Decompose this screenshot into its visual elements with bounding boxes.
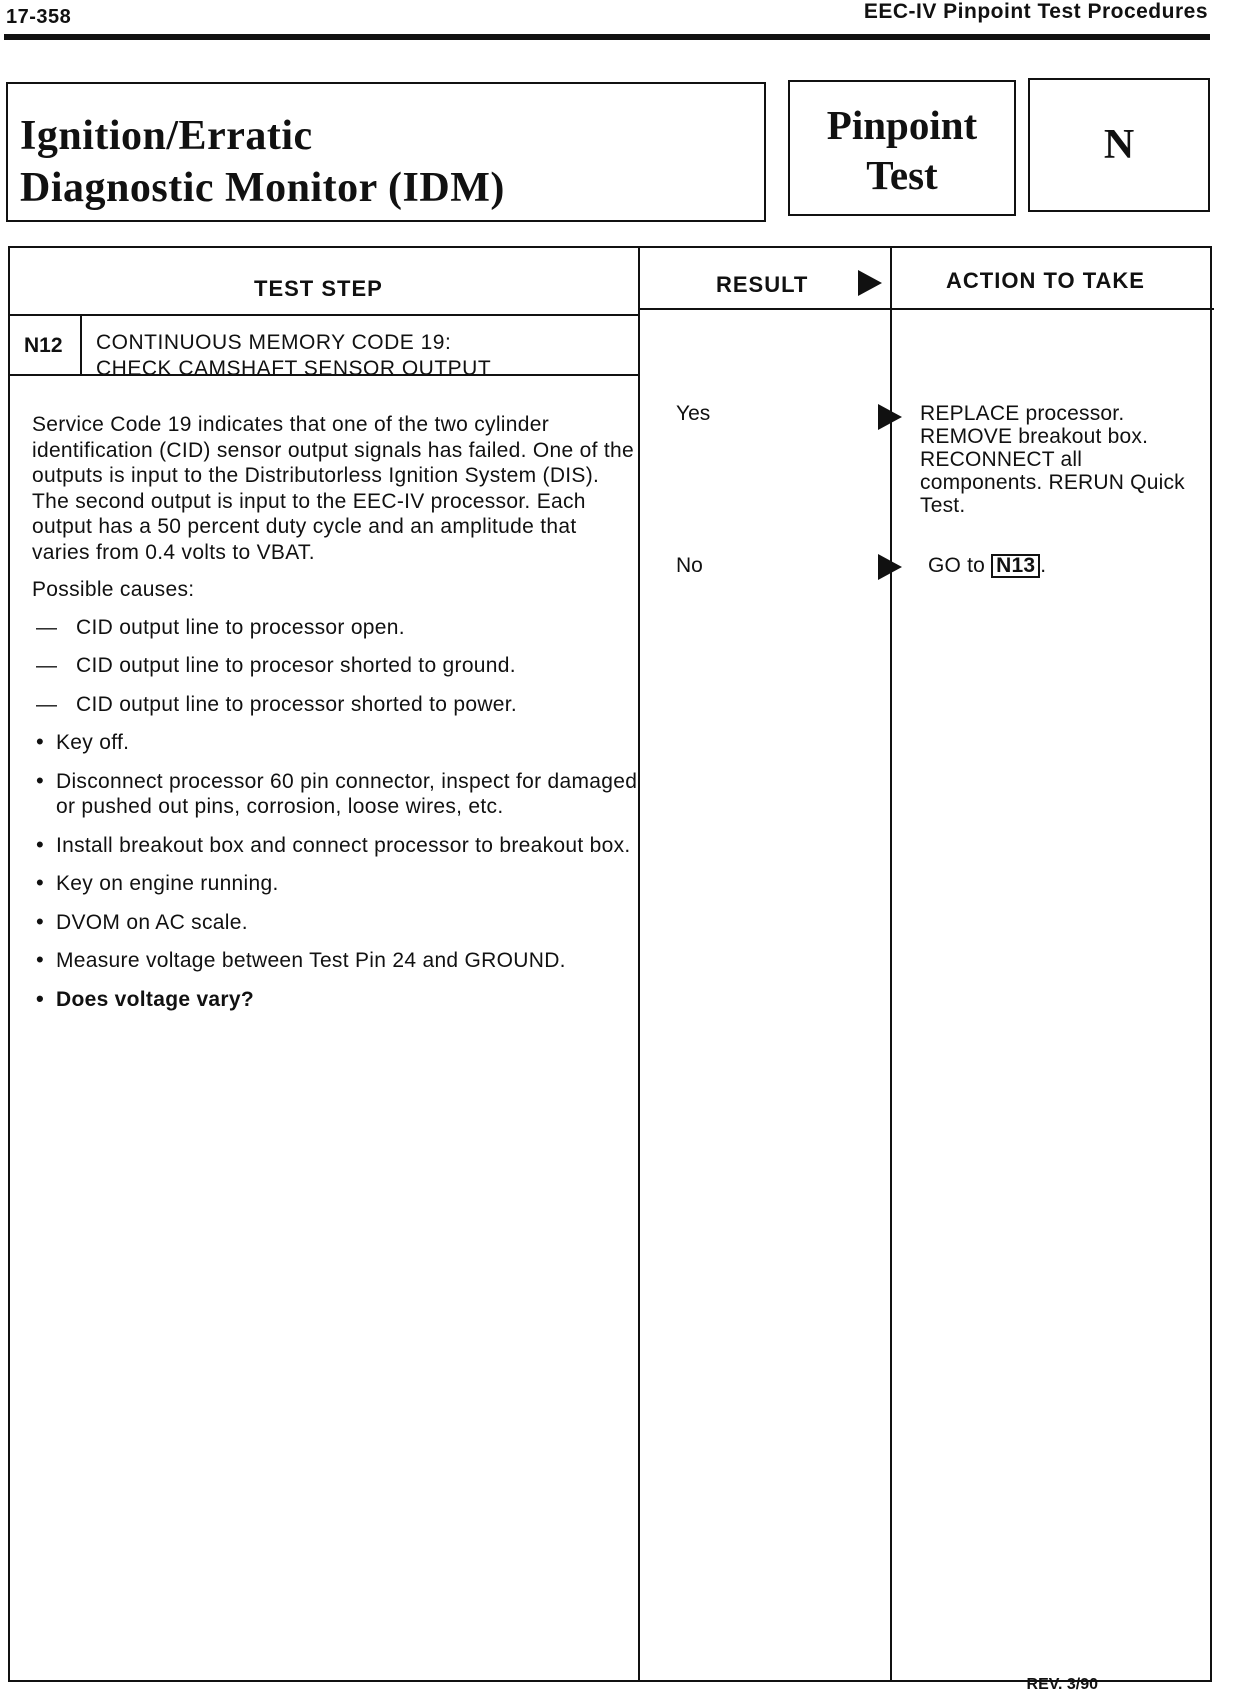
step-question <box>32 987 640 1013</box>
procedure-text: DVOM on AC scale. <box>56 910 248 934</box>
title-line-1: Ignition/Erratic <box>20 113 313 159</box>
page-number: 17-358 <box>6 6 72 28</box>
step-body <box>32 412 640 1025</box>
document-title <box>20 110 505 214</box>
cause-text: CID output line to procesor shorted to ground. <box>76 654 516 677</box>
cause-item <box>32 653 640 679</box>
pinpoint-label <box>790 100 1014 200</box>
goto-step-link[interactable]: N13 <box>991 554 1040 578</box>
bullet-icon: • <box>36 767 45 793</box>
goto-label: GO to <box>928 554 986 577</box>
header-rule-result-action <box>638 308 1214 310</box>
procedure-text: Disconnect processor 60 pin connector, inspect for damaged or pushed out pins, corrosion, loose wires, etc. <box>56 769 638 818</box>
action-yes: REPLACE processor. REMOVE breakout box. RECONNECT all components. RERUN Quick Test. <box>920 402 1185 517</box>
test-letter-box <box>1028 78 1210 212</box>
procedure-text: Install breakout box and connect processor to breakout box. <box>56 833 631 857</box>
section-title: EEC-IV Pinpoint Test Procedures <box>863 0 1208 23</box>
cause-text: CID output line to processor shorted to power. <box>76 692 518 716</box>
header-result: RESULT <box>716 272 809 297</box>
pinpoint-line-2: Test <box>866 152 938 198</box>
bullet-icon: • <box>36 729 45 754</box>
procedure-item <box>32 871 640 897</box>
procedure-text: Key off. <box>56 731 130 754</box>
procedure-text: Measure voltage between Test Pin 24 and GROUND. <box>56 949 566 972</box>
step-description: Service Code 19 indicates that one of the two cylinder identification (CID) sensor output signals has failed. One of the outputs is input to the Distributorless Ignition System (DIS). The second output is input to the EEC-IV processor. Each output has a 50 percent duty cycle and an amplitude that varies from 0.4 volts to VBAT. <box>32 413 634 564</box>
cause-item <box>32 615 640 641</box>
action-no <box>928 554 1208 578</box>
bullet-icon: • <box>36 947 45 972</box>
test-letter: N <box>1103 122 1135 168</box>
title-line-2: Diagnostic Monitor (IDM) <box>20 165 505 211</box>
cause-text: CID output line to processor open. <box>76 615 405 639</box>
bullet-icon: • <box>36 985 45 1011</box>
cause-item <box>32 692 640 718</box>
result-no: No <box>676 554 703 577</box>
procedure-item <box>32 910 640 936</box>
step-title-line-1: CONTINUOUS MEMORY CODE 19: <box>96 331 452 354</box>
dash-icon: — <box>36 692 58 716</box>
procedure-item <box>32 833 640 859</box>
question-text: Does voltage vary? <box>56 987 254 1011</box>
step-title <box>96 330 491 382</box>
dash-icon: — <box>36 615 58 639</box>
header-test-step: TEST STEP <box>254 276 383 301</box>
bullet-icon: • <box>36 908 45 934</box>
result-yes: Yes <box>676 402 711 425</box>
bullet-icon: • <box>36 831 45 857</box>
column-divider-action <box>890 248 892 1682</box>
procedure-item <box>32 730 640 756</box>
header-rule <box>4 34 1210 40</box>
step-id-divider <box>80 314 82 374</box>
test-table <box>8 246 1212 1682</box>
result-no-arrow-icon <box>878 554 902 580</box>
header-rule-test-step <box>10 314 638 316</box>
bullet-icon: • <box>36 870 45 895</box>
causes-label: Possible causes: <box>32 578 195 601</box>
procedure-item <box>32 948 640 974</box>
revision-label: REV. 3/90 <box>1026 1676 1098 1693</box>
header-arrow-icon <box>858 270 882 296</box>
title-box <box>6 82 766 222</box>
procedure-item <box>32 769 640 820</box>
dash-icon: — <box>36 654 58 677</box>
header-action: ACTION TO TAKE <box>946 268 1145 293</box>
step-id: N12 <box>24 334 63 357</box>
step-title-line-2: CHECK CAMSHAFT SENSOR OUTPUT <box>96 357 492 380</box>
result-yes-arrow-icon <box>878 404 902 430</box>
procedure-text: Key on engine running. <box>56 872 279 895</box>
goto-suffix: . <box>1040 554 1047 577</box>
pinpoint-test-box <box>788 80 1016 216</box>
pinpoint-line-1: Pinpoint <box>826 102 978 148</box>
